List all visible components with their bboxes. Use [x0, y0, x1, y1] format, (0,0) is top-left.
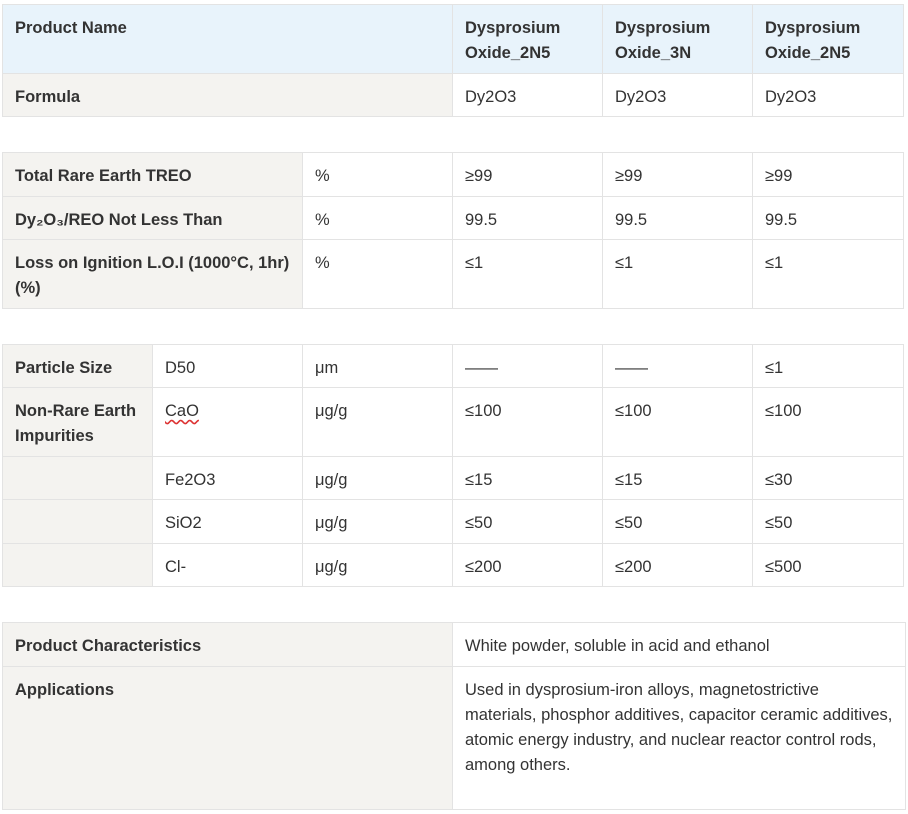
impurity-value: ≤15 [453, 457, 603, 500]
loi-value-3: ≤1 [753, 240, 904, 309]
treo-value-3: ≥99 [753, 153, 904, 197]
table-row [3, 153, 904, 197]
table-row [3, 544, 904, 587]
formula-value-1: Dy2O3 [453, 74, 603, 117]
formula-value-3: Dy2O3 [753, 74, 904, 117]
table-row [3, 388, 904, 457]
formula-value-2: Dy2O3 [603, 74, 753, 117]
dy-reo-value-1: 99.5 [453, 197, 603, 240]
product-name-1: Dysprosium Oxide_2N5 [453, 5, 603, 74]
impurity-value: ≤100 [753, 388, 904, 457]
treo-label: Total Rare Earth TREO [3, 153, 303, 197]
impurity-value: ≤200 [603, 544, 753, 587]
loi-label: Loss on Ignition L.O.I (1000°C, 1hr) (%) [3, 240, 303, 309]
particle-size-sub: D50 [153, 345, 303, 388]
table-row [3, 197, 904, 240]
impurities-label: Non-Rare Earth Impurities [3, 388, 153, 457]
dy-reo-label: Dy₂O₃/REO Not Less Than [3, 197, 303, 240]
impurity-value: ≤50 [753, 500, 904, 544]
formula-label: Formula [3, 74, 453, 117]
impurity-unit-cao: μg/g [303, 388, 453, 457]
particle-size-label: Particle Size [3, 345, 153, 388]
table-row [3, 667, 906, 810]
particle-size-value-1: —— [453, 345, 603, 388]
loi-unit: % [303, 240, 453, 309]
applications-label: Applications [3, 667, 453, 810]
loi-value-1: ≤1 [453, 240, 603, 309]
impurities-table [2, 344, 904, 587]
impurity-unit-cl: μg/g [303, 544, 453, 587]
product-name-label: Product Name [3, 5, 453, 74]
product-name-2: Dysprosium Oxide_3N [603, 5, 753, 74]
composition-table [2, 152, 904, 309]
impurity-value: ≤30 [753, 457, 904, 500]
table-row [3, 345, 904, 388]
product-header-row [3, 5, 904, 74]
impurity-value: ≤500 [753, 544, 904, 587]
impurity-unit-sio2: μg/g [303, 500, 453, 544]
empty-label-cell [3, 500, 153, 544]
formula-row [3, 74, 904, 117]
treo-unit: % [303, 153, 453, 197]
characteristics-value: White powder, soluble in acid and ethanol [453, 623, 906, 667]
product-table [2, 4, 904, 117]
treo-value-2: ≥99 [603, 153, 753, 197]
particle-size-value-2: —— [603, 345, 753, 388]
empty-label-cell [3, 457, 153, 500]
dy-reo-value-3: 99.5 [753, 197, 904, 240]
impurity-value: ≤50 [453, 500, 603, 544]
impurity-value: ≤15 [603, 457, 753, 500]
product-name-3: Dysprosium Oxide_2N5 [753, 5, 904, 74]
impurity-value: ≤200 [453, 544, 603, 587]
table-row [3, 457, 904, 500]
particle-size-value-3: ≤1 [753, 345, 904, 388]
impurity-name-sio2: SiO2 [153, 500, 303, 544]
dy-reo-value-2: 99.5 [603, 197, 753, 240]
table-row [3, 240, 904, 309]
impurity-value: ≤50 [603, 500, 753, 544]
table-row [3, 623, 906, 667]
impurity-name-cao-text: CaO [165, 402, 199, 420]
impurity-name-cao [153, 388, 303, 457]
treo-value-1: ≥99 [453, 153, 603, 197]
impurity-value: ≤100 [453, 388, 603, 457]
characteristics-label: Product Characteristics [3, 623, 453, 667]
impurity-unit-fe2o3: μg/g [303, 457, 453, 500]
particle-size-unit: μm [303, 345, 453, 388]
dy-reo-unit: % [303, 197, 453, 240]
loi-value-2: ≤1 [603, 240, 753, 309]
characteristics-table [2, 622, 906, 810]
empty-label-cell [3, 544, 153, 587]
applications-value: Used in dysprosium-iron alloys, magnetostrictive materials, phosphor additives, capacitor ceramic additives, atomic energy industry, and nuclear reactor control rods, among others. [453, 667, 906, 810]
impurity-name-fe2o3: Fe2O3 [153, 457, 303, 500]
impurity-name-cl: Cl- [153, 544, 303, 587]
impurity-value: ≤100 [603, 388, 753, 457]
table-row [3, 500, 904, 544]
